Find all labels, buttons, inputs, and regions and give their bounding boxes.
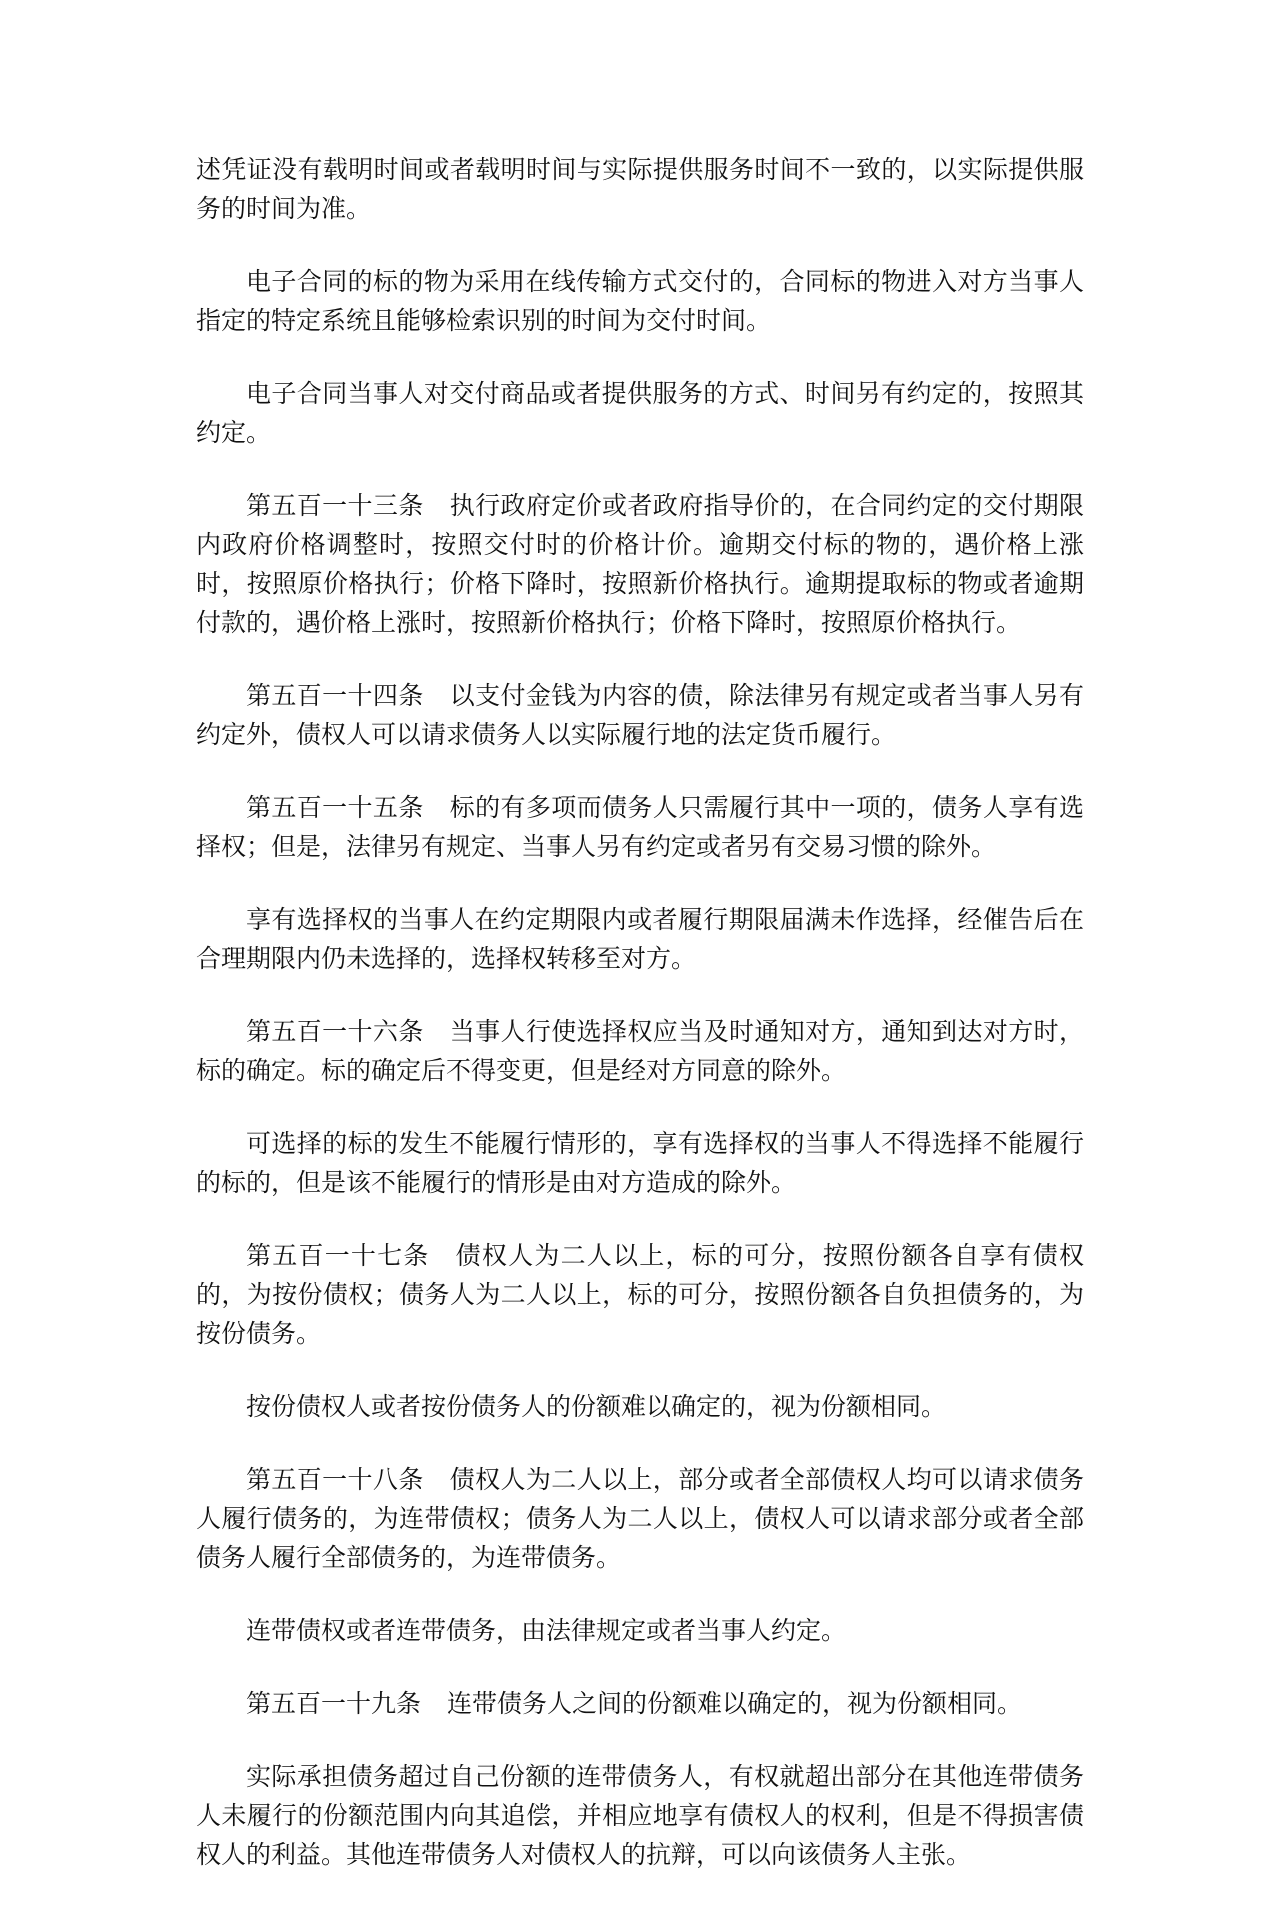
article-515 [196,788,1084,866]
paragraph [196,1387,1084,1426]
paragraph [196,900,1084,978]
article-number: 第五百一十四条 [246,681,424,710]
paragraph-text: 标的有多项而债务人只需履行其中一项的，债务人享有选择权；但是，法律另有规定、当事人另有约定或者另有交易习惯的除外。 [196,793,1084,861]
paragraph-text: 当事人行使选择权应当及时通知对方，通知到达对方时，标的确定。标的确定后不得变更，但是经对方同意的除外。 [196,1017,1084,1085]
paragraph-text: 实际承担债务超过自己份额的连带债务人，有权就超出部分在其他连带债务人未履行的份额范围内向其追偿，并相应地享有债权人的权利，但是不得损害债权人的利益。其他连带债务人对债权人的抗辩，可以向该债务人主张。 [196,1762,1084,1869]
article-516 [196,1012,1084,1090]
article-number: 第五百一十六条 [246,1017,424,1046]
article-number: 第五百一十八条 [246,1465,424,1494]
paragraph-text: 电子合同当事人对交付商品或者提供服务的方式、时间另有约定的，按照其约定。 [196,379,1084,447]
paragraph-text: 可选择的标的发生不能履行情形的，享有选择权的当事人不得选择不能履行的标的，但是该不能履行的情形是由对方造成的除外。 [196,1129,1084,1197]
paragraph-text: 债权人为二人以上，部分或者全部债权人均可以请求债务人履行债务的，为连带债权；债务人为二人以上，债权人可以请求部分或者全部债务人履行全部债务的，为连带债务。 [196,1465,1084,1572]
article-number: 第五百一十九条 [246,1689,422,1718]
paragraph-text: 享有选择权的当事人在约定期限内或者履行期限届满未作选择，经催告后在合理期限内仍未选择的，选择权转移至对方。 [196,905,1084,973]
paragraph-text: 述凭证没有载明时间或者载明时间与实际提供服务时间不一致的，以实际提供服务的时间为准。 [196,155,1084,223]
article-517 [196,1236,1084,1353]
paragraph-text: 执行政府定价或者政府指导价的，在合同约定的交付期限内政府价格调整时，按照交付时的价格计价。逾期交付标的物的，遇价格上涨时，按照原价格执行；价格下降时，按照新价格执行。逾期提取标的物或者逾期付款的，遇价格上涨时，按照新价格执行；价格下降时，按照原价格执行。 [196,491,1084,637]
paragraph [196,1124,1084,1202]
paragraph-text: 连带债务人之间的份额难以确定的，视为份额相同。 [447,1689,1023,1718]
article-519 [196,1684,1084,1723]
document-body [196,150,1084,1908]
article-513 [196,486,1084,642]
paragraph-text: 电子合同的标的物为采用在线传输方式交付的，合同标的物进入对方当事人指定的特定系统且能够检索识别的时间为交付时间。 [196,267,1084,335]
article-number: 第五百一十五条 [246,793,424,822]
article-number: 第五百一十三条 [246,491,424,520]
paragraph-continuation [196,150,1084,228]
paragraph [196,262,1084,340]
paragraph-text: 以支付金钱为内容的债，除法律另有规定或者当事人另有约定外，债权人可以请求债务人以实际履行地的法定货币履行。 [196,681,1084,749]
paragraph [196,1611,1084,1650]
paragraph [196,374,1084,452]
article-514 [196,676,1084,754]
article-518 [196,1460,1084,1577]
article-number: 第五百一十七条 [246,1241,430,1270]
paragraph-text: 债权人为二人以上，标的可分，按照份额各自享有债权的，为按份债权；债务人为二人以上，标的可分，按照份额各自负担债务的，为按份债务。 [196,1241,1084,1348]
paragraph-text: 连带债权或者连带债务，由法律规定或者当事人约定。 [246,1616,847,1645]
paragraph [196,1757,1084,1874]
paragraph-text: 按份债权人或者按份债务人的份额难以确定的，视为份额相同。 [246,1392,947,1421]
